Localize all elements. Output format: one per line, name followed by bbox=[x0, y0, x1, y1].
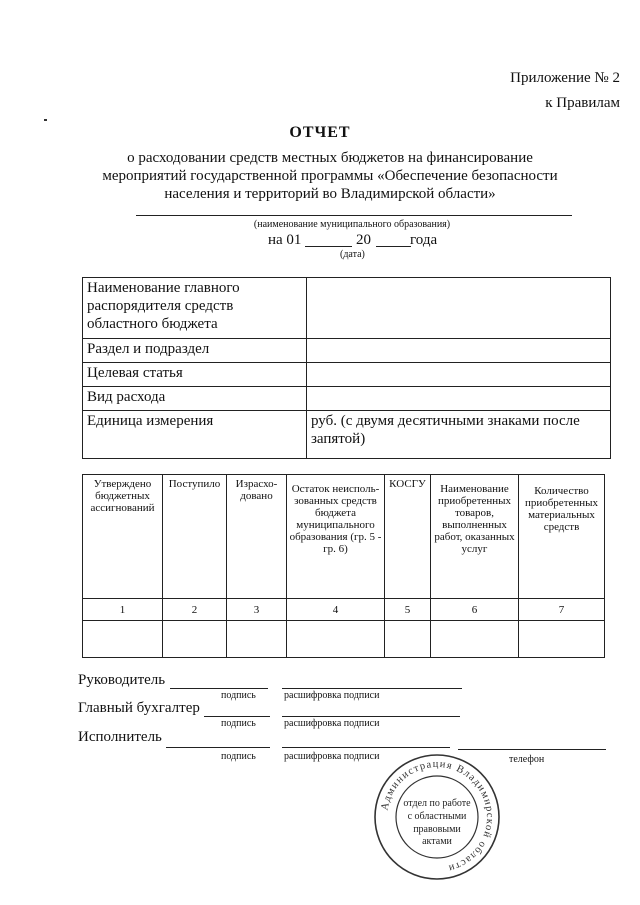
accountant-decoding-caption: расшифровка подписи bbox=[284, 718, 380, 729]
column-number: 2 bbox=[163, 599, 227, 621]
head-decoding-caption: расшифровка подписи bbox=[284, 690, 380, 701]
executor-label: Исполнитель bbox=[78, 729, 162, 745]
info-row-section bbox=[83, 339, 611, 363]
info-label: Целевая статья bbox=[83, 363, 307, 387]
municipality-field-line[interactable] bbox=[136, 215, 572, 216]
accountant-signature-caption: подпись bbox=[221, 718, 256, 729]
data-cell[interactable] bbox=[431, 621, 519, 658]
report-table bbox=[82, 474, 605, 658]
stamp-center-line-1: отдел по работе bbox=[403, 798, 471, 809]
info-row-manager bbox=[83, 278, 611, 339]
executor-signature-caption: подпись bbox=[221, 751, 256, 762]
info-table bbox=[82, 277, 611, 459]
date-suffix: года bbox=[410, 232, 438, 248]
subtitle-line-2: мероприятий государственной программы «Обеспечение безопасности bbox=[102, 168, 558, 184]
report-header-row bbox=[83, 475, 605, 599]
header-spent: Израсхо-дованo bbox=[227, 475, 287, 599]
column-number: 1 bbox=[83, 599, 163, 621]
info-label: Вид расхода bbox=[83, 387, 307, 411]
info-value[interactable] bbox=[307, 278, 611, 339]
data-cell[interactable] bbox=[519, 621, 605, 658]
subtitle-line-1: о расходовании средств местных бюджетов на финансирование bbox=[127, 150, 533, 166]
header-received: Поступило bbox=[163, 475, 227, 599]
data-cell[interactable] bbox=[83, 621, 163, 658]
info-label: Единица измерения bbox=[83, 411, 307, 459]
data-cell[interactable] bbox=[385, 621, 431, 658]
appendix-rules: к Правилам bbox=[545, 95, 620, 111]
report-data-row bbox=[83, 621, 605, 658]
column-number: 6 bbox=[431, 599, 519, 621]
date-year-prefix: 20 bbox=[356, 232, 371, 248]
info-label: Раздел и подраздел bbox=[83, 339, 307, 363]
executor-decoding-line[interactable] bbox=[282, 747, 450, 748]
head-label: Руководитель bbox=[78, 672, 166, 688]
header-remainder: Остаток неисполь-зованных средств бюджета муниципального образования (гр. 5 - гр. 6) bbox=[287, 475, 385, 599]
column-number: 3 bbox=[227, 599, 287, 621]
head-signature-caption: подпись bbox=[221, 690, 256, 701]
header-quantity: Количество приобретенных материальных средств bbox=[519, 475, 605, 599]
subtitle-line-3: населения и территорий во Владимирской области» bbox=[164, 186, 496, 202]
info-value[interactable] bbox=[307, 339, 611, 363]
municipality-caption: (наименование муниципального образования) bbox=[253, 219, 451, 230]
stamp-center-line-3: правовыми bbox=[413, 824, 461, 835]
accountant-decoding-line[interactable] bbox=[282, 716, 460, 717]
column-number: 5 bbox=[385, 599, 431, 621]
header-goods-name: Наименование приобретенных товаров, выполненных работ, оказанных услуг bbox=[431, 475, 519, 599]
column-number: 7 bbox=[519, 599, 605, 621]
header-kosgu: КОСГУ bbox=[385, 475, 431, 599]
stamp-center-line-4: актами bbox=[422, 836, 452, 847]
info-label: Наименование главного распорядителя средств областного бюджета bbox=[83, 278, 307, 339]
info-value[interactable] bbox=[307, 387, 611, 411]
official-stamp bbox=[372, 752, 502, 882]
stamp-center-line-2: с областными bbox=[407, 811, 467, 822]
stamp-ring-text: Администрация Владимирской области bbox=[379, 758, 496, 874]
appendix-number: Приложение № 2 bbox=[510, 70, 620, 86]
executor-phone-caption: телефон bbox=[509, 754, 545, 765]
executor-decoding-caption: расшифровка подписи bbox=[284, 751, 380, 762]
head-signature-line[interactable] bbox=[170, 688, 268, 689]
data-cell[interactable] bbox=[227, 621, 287, 658]
info-row-expense-type bbox=[83, 387, 611, 411]
info-row-target-article bbox=[83, 363, 611, 387]
executor-signature-line[interactable] bbox=[166, 747, 270, 748]
date-year-field[interactable] bbox=[376, 246, 411, 247]
column-number: 4 bbox=[287, 599, 385, 621]
date-month-field[interactable] bbox=[305, 246, 352, 247]
accountant-signature-line[interactable] bbox=[204, 716, 270, 717]
scan-dot bbox=[44, 119, 47, 121]
info-value[interactable] bbox=[307, 363, 611, 387]
report-number-row bbox=[83, 599, 605, 621]
head-decoding-line[interactable] bbox=[282, 688, 462, 689]
info-value: руб. (с двумя десятичными знаками после запятой) bbox=[307, 411, 611, 459]
accountant-label: Главный бухгалтер bbox=[78, 700, 200, 716]
data-cell[interactable] bbox=[163, 621, 227, 658]
document-subtitle bbox=[60, 149, 600, 203]
header-approved: Утверждено бюджетных ассигнований bbox=[83, 475, 163, 599]
executor-phone-line[interactable] bbox=[458, 749, 606, 750]
info-row-unit bbox=[83, 411, 611, 459]
date-caption: (дата) bbox=[340, 249, 365, 260]
date-prefix: на 01 bbox=[268, 232, 302, 248]
document-title: ОТЧЕТ bbox=[289, 124, 351, 141]
data-cell[interactable] bbox=[287, 621, 385, 658]
